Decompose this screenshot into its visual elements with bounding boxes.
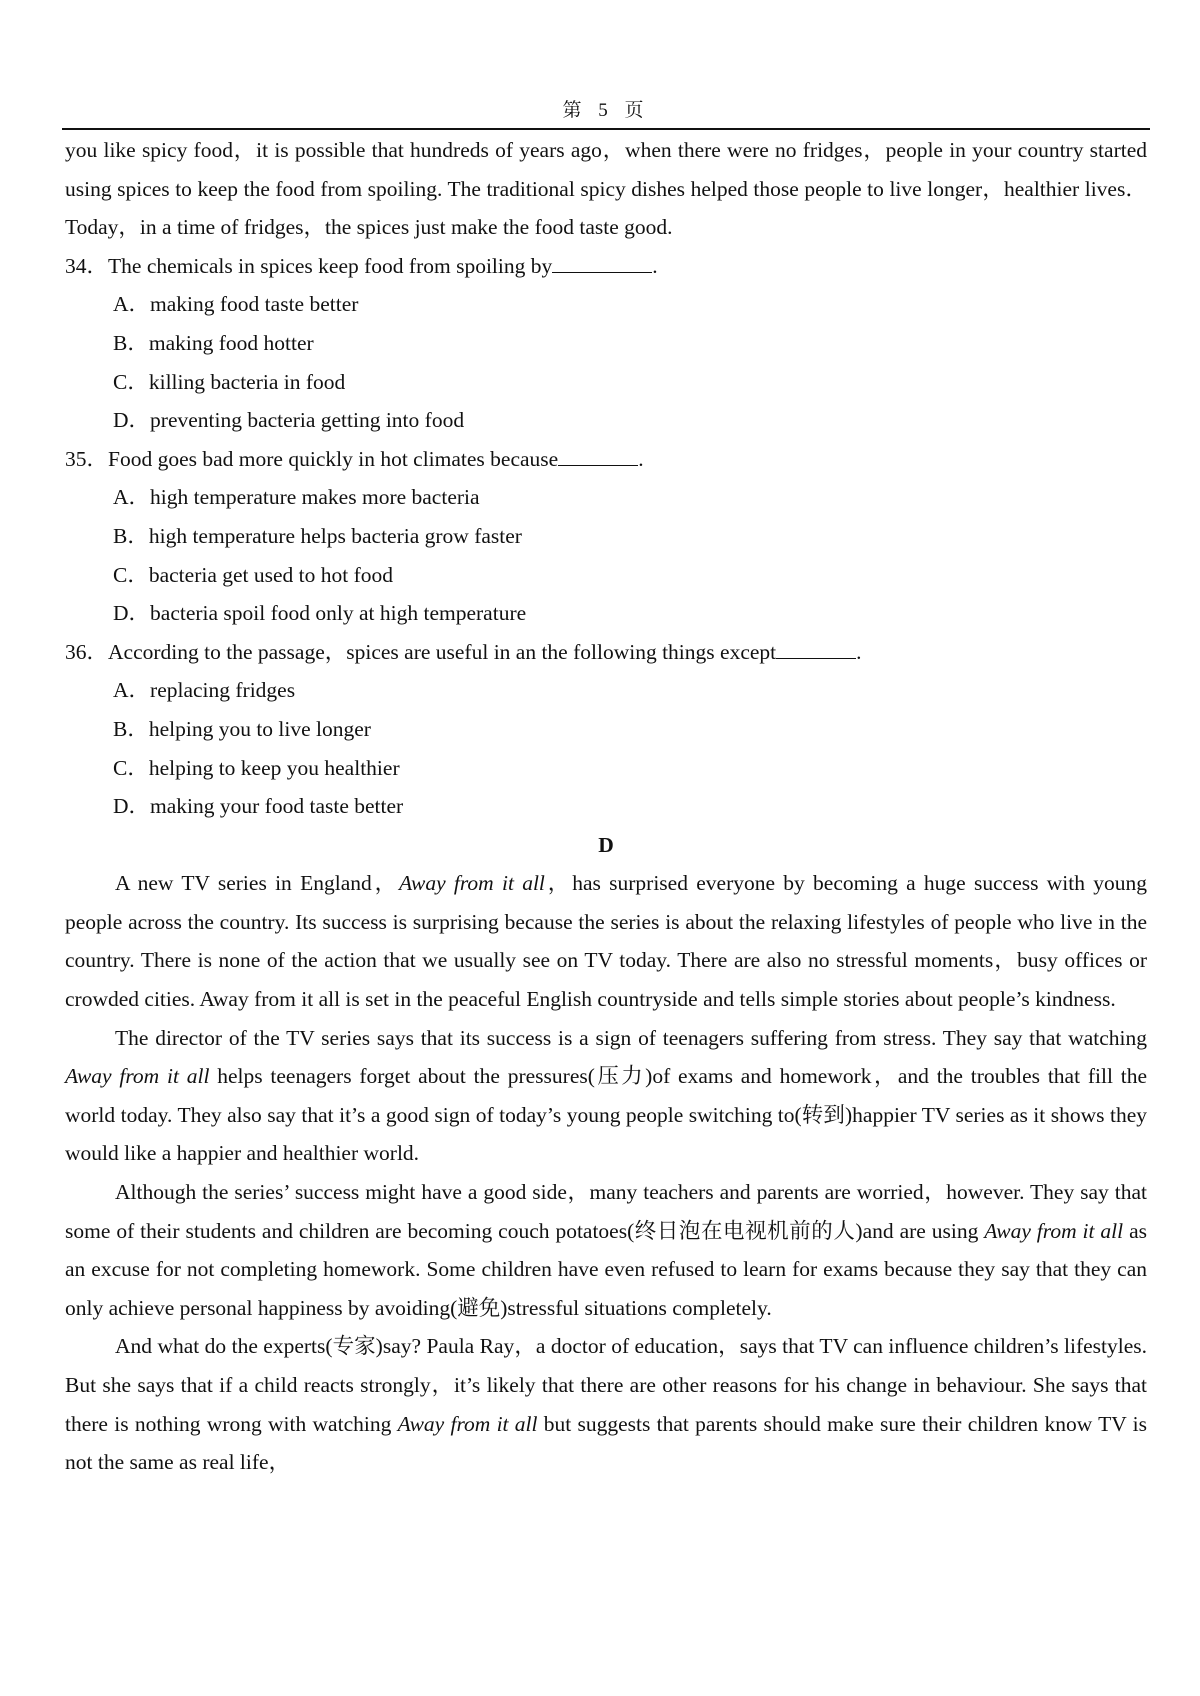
section-heading: D: [598, 832, 614, 857]
answer-blank[interactable]: [776, 636, 856, 659]
answer-blank[interactable]: [552, 250, 652, 273]
option-b[interactable]: B．helping you to live longer: [113, 716, 371, 741]
show-title: Away from it all: [984, 1218, 1124, 1243]
show-title: Away from it all: [397, 1411, 538, 1436]
page-header: [62, 96, 1150, 130]
option-d[interactable]: D．bacteria spoil food only at high temperature: [113, 601, 527, 626]
passage-c-tail: you like spicy food，it is possible that hundreds of years ago，when there were no fridges，people in your country started using spices to keep the food from spoiling. The traditional spicy dishes helped those people to live longer，healthier lives．Today，in a time of fridges，the spices just make the food taste good.: [65, 138, 1147, 240]
paragraph-1: A new TV series in England，Away from it all，has surprised everyone by becoming a huge success with young people across the country. Its success is surprising because the series is about the relaxing lifestyles of people who live in the country. There is none of the action that we usually see on TV today. There are also no stressful moments，busy offices or crowded cities. Away from it all is set in the peaceful English countryside and tells simple stories about people’s kindness.: [65, 871, 1147, 1012]
option-c[interactable]: C．bacteria get used to hot food: [113, 562, 394, 587]
question-stem: 35．Food goes bad more quickly in hot climates because .: [65, 440, 1147, 479]
option-a[interactable]: A．replacing fridges: [113, 678, 296, 703]
option-c[interactable]: C．killing bacteria in food: [113, 369, 346, 394]
answer-blank[interactable]: [558, 443, 638, 466]
paragraph-2: The director of the TV series says that its success is a sign of teenagers suffering from stress. They say that watching Away from it all helps teenagers forget about the pressures(压力)of exams and homework，and the troubles that fill the world today. They also say that it’s a good sign of today’s young people switching to(转到)happier TV series as it shows they would like a happier and healthier world.: [65, 1025, 1147, 1166]
page-content: [65, 131, 1147, 1482]
option-b[interactable]: B．making food hotter: [113, 330, 314, 355]
option-a[interactable]: A．making food taste better: [113, 292, 359, 317]
option-b[interactable]: B．high temperature helps bacteria grow faster: [113, 523, 522, 548]
question-34: [65, 247, 1147, 440]
paragraph-3: Although the series’ success might have a good side，many teachers and parents are worried，however. They say that some of their students and children are becoming couch potatoes(终日泡在电视机前的人)and are using Away from it all as an excuse for not completing homework. Some children have even refused to learn for exams because they say that they can only achieve personal happiness by avoiding(避免)stressful situations completely.: [65, 1180, 1147, 1320]
paragraph-4: And what do the experts(专家)say? Paula Ray，a doctor of education，says that TV can influence children’s lifestyles. But she says that if a child reacts strongly，it’s likely that there are other reasons for his change in behaviour. She says that there is nothing wrong with watching Away from it all but suggests that parents should make sure their children know TV is not the same as real life，: [65, 1334, 1148, 1475]
question-36: [65, 633, 1147, 826]
show-title: Away from it all: [399, 871, 545, 896]
option-d[interactable]: D．preventing bacteria getting into food: [113, 408, 465, 433]
page-number: 第 5 页: [562, 100, 650, 121]
question-35: [65, 440, 1147, 633]
option-c[interactable]: C．helping to keep you healthier: [113, 755, 400, 780]
show-title: Away from it all: [65, 1064, 210, 1089]
question-stem: 36．According to the passage，spices are useful in an the following things except .: [65, 633, 1147, 672]
option-d[interactable]: D．making your food taste better: [113, 794, 404, 819]
option-a[interactable]: A．high temperature makes more bacteria: [113, 485, 480, 510]
question-stem: 34．The chemicals in spices keep food from spoiling by .: [65, 247, 1147, 286]
